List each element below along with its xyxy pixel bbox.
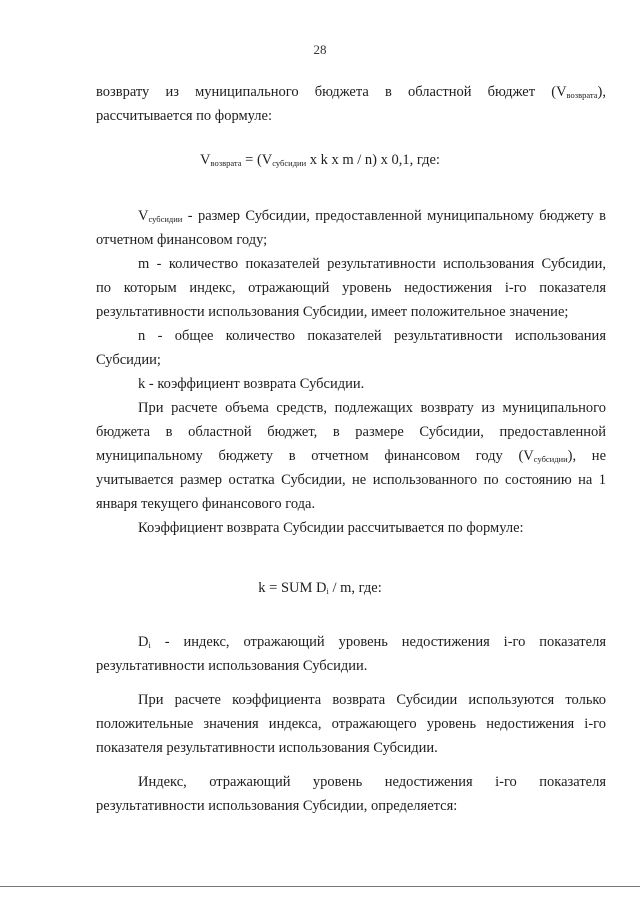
def-d-line-1: $D_i$ - индекс, отражающий уровень недостижения i-го показателя [138, 634, 606, 650]
def-d-line-2: результативности использования Субсидии. [96, 658, 368, 674]
positive-line-1: При расчете коэффициента возврата Субсидии используются только [138, 692, 606, 708]
positive-line-2: положительные значения индекса, отражающего уровень недостижения i-го [96, 716, 606, 732]
formula-refund-volume: $V_{возврата} = (V_{субсидии}$ x k x m / n) x 0,1, где: [200, 152, 440, 168]
intro-paragraph [96, 80, 606, 128]
def-m-line-3: результативности использования Субсидии, имеет положительное значение; [96, 304, 569, 320]
def-k-line: k - коэффициент возврата Субсидии. [138, 376, 365, 392]
def-n-line-1: n - общее количество показателей результативности использования [138, 328, 606, 344]
positive-line-3: показателя результативности использования Субсидии. [96, 740, 438, 756]
index-line-1: Индекс, отражающий уровень недостижения i-го показателя [138, 774, 606, 790]
def-n-line-2: Субсидии; [96, 352, 161, 368]
def-v-line-1: $V_{субсидии}$ - размер Субсидии, предоставленной муниципальному бюджету в [138, 208, 606, 224]
intro-line-2: рассчитывается по формуле: [96, 108, 272, 124]
index-line-2: результативности использования Субсидии, определяется: [96, 798, 458, 814]
def-m-line-1: m - количество показателей результативности использования Субсидии, [138, 256, 606, 272]
def-m-line-2: по которым индекс, отражающий уровень недостижения i-го показателя [96, 280, 606, 296]
calc-line-2: бюджета в областной бюджет, в размере Субсидии, предоставленной [96, 424, 606, 440]
def-v-line-2: отчетном финансовом году; [96, 232, 268, 248]
bottom-rule [0, 886, 640, 887]
formula-coefficient: k = SUM $D_i$ / m, где: [258, 580, 382, 596]
calc-line-1: При расчете объема средств, подлежащих возврату из муниципального [138, 400, 606, 416]
coef-intro: Коэффициент возврата Субсидии рассчитывается по формуле: [138, 520, 524, 536]
calc-line-4: учитывается размер остатка Субсидии, не использованного по состоянию на 1 [96, 472, 606, 488]
intro-line-1: возврату из муниципального бюджета в областной бюджет $(V_{возврата})$, [96, 84, 606, 100]
calc-line-3: муниципальному бюджету в отчетном финансовом году $(V_{субсидии})$, не [96, 448, 607, 464]
bottom-paragraphs [96, 630, 606, 818]
definitions [96, 204, 606, 540]
page-number: 28 [313, 42, 327, 57]
calc-line-5: января текущего финансового года. [96, 496, 316, 512]
